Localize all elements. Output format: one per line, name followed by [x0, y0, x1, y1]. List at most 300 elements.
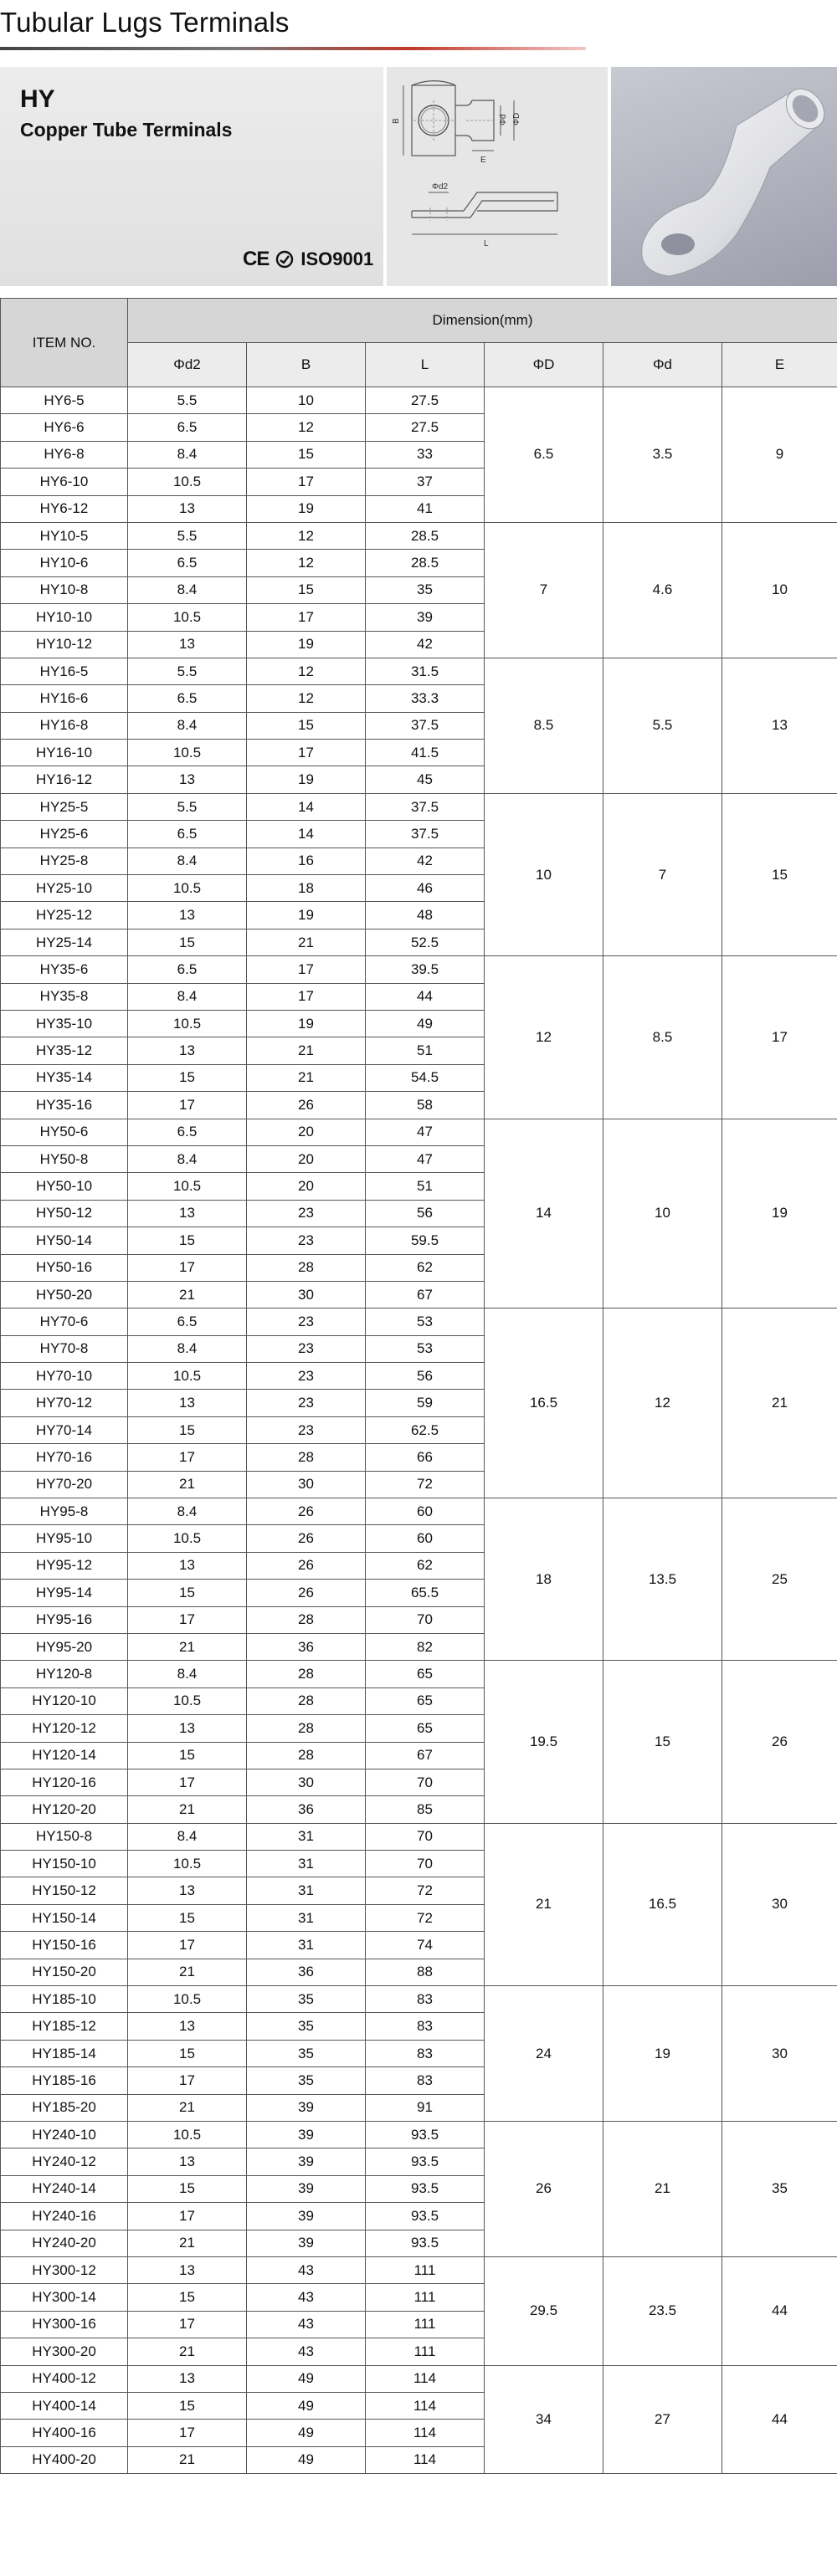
- phi-d2-cell: 10.5: [128, 1687, 247, 1714]
- l-cell: 42: [366, 631, 485, 658]
- l-cell: 33.3: [366, 685, 485, 712]
- phi-d-cell: 27: [603, 2365, 722, 2474]
- l-cell: 35: [366, 576, 485, 603]
- item-no-cell: HY25-8: [1, 848, 128, 874]
- phi-d2-cell: 17: [128, 1769, 247, 1795]
- phi-d2-cell: 17: [128, 2067, 247, 2094]
- b-cell: 28: [247, 1742, 366, 1769]
- l-cell: 60: [366, 1525, 485, 1552]
- item-no-cell: HY150-12: [1, 1877, 128, 1904]
- phi-D-cell: 7: [485, 522, 603, 658]
- b-cell: 35: [247, 2013, 366, 2040]
- phi-d2-cell: 13: [128, 1715, 247, 1742]
- phi-d2-cell: 6.5: [128, 821, 247, 848]
- phi-d2-cell: 6.5: [128, 956, 247, 983]
- phi-D-cell: 21: [485, 1823, 603, 1985]
- l-cell: 51: [366, 1037, 485, 1064]
- phi-D-cell: 19.5: [485, 1661, 603, 1823]
- phi-d2-cell: 21: [128, 2446, 247, 2473]
- table-row: [1, 1308, 837, 1335]
- table-row: [1, 793, 837, 820]
- item-no-header: ITEM NO.: [1, 299, 128, 387]
- l-cell: 37.5: [366, 712, 485, 739]
- item-no-cell: HY400-14: [1, 2392, 128, 2419]
- phi-d2-cell: 5.5: [128, 793, 247, 820]
- phi-d2-cell: 10.5: [128, 1173, 247, 1200]
- b-cell: 39: [247, 2175, 366, 2202]
- b-cell: 49: [247, 2365, 366, 2392]
- item-no-cell: HY120-20: [1, 1796, 128, 1823]
- item-no-cell: HY400-12: [1, 2365, 128, 2392]
- table-row: [1, 1986, 837, 2013]
- l-cell: 46: [366, 875, 485, 902]
- b-cell: 35: [247, 2067, 366, 2094]
- l-cell: 27.5: [366, 387, 485, 414]
- l-cell: 42: [366, 848, 485, 874]
- b-cell: 31: [247, 1932, 366, 1959]
- item-no-cell: HY240-10: [1, 2122, 128, 2148]
- dimension-table: [0, 298, 837, 2474]
- dim-label-b: B: [392, 118, 401, 124]
- b-cell: 43: [247, 2311, 366, 2338]
- e-cell: 44: [722, 2365, 837, 2474]
- item-no-cell: HY185-20: [1, 2094, 128, 2121]
- iso-seal-icon: [275, 250, 294, 269]
- l-cell: 67: [366, 1281, 485, 1308]
- item-no-cell: HY6-10: [1, 469, 128, 495]
- l-cell: 114: [366, 2365, 485, 2392]
- phi-d2-cell: 17: [128, 1092, 247, 1119]
- phi-D-cell: 34: [485, 2365, 603, 2474]
- phi-d2-cell: 17: [128, 1932, 247, 1959]
- phi-d2-cell: 21: [128, 2230, 247, 2256]
- item-no-cell: HY300-20: [1, 2338, 128, 2365]
- item-no-cell: HY400-20: [1, 2446, 128, 2473]
- l-cell: 52.5: [366, 929, 485, 955]
- l-cell: 65.5: [366, 1580, 485, 1606]
- item-no-cell: HY25-12: [1, 902, 128, 929]
- l-cell: 37.5: [366, 821, 485, 848]
- b-cell: 35: [247, 2040, 366, 2066]
- phi-d2-cell: 8.4: [128, 1335, 247, 1362]
- col-header-phi-d2: Φd2: [128, 343, 247, 387]
- item-no-cell: HY25-10: [1, 875, 128, 902]
- b-cell: 23: [247, 1200, 366, 1227]
- item-no-cell: HY35-12: [1, 1037, 128, 1064]
- phi-d-cell: 8.5: [603, 956, 722, 1119]
- e-cell: 30: [722, 1986, 837, 2122]
- b-cell: 43: [247, 2284, 366, 2311]
- b-cell: 39: [247, 2122, 366, 2148]
- phi-D-cell: 16.5: [485, 1308, 603, 1498]
- l-cell: 49: [366, 1010, 485, 1037]
- b-cell: 12: [247, 658, 366, 684]
- b-cell: 36: [247, 1959, 366, 1985]
- item-no-cell: HY16-12: [1, 766, 128, 793]
- l-cell: 82: [366, 1633, 485, 1660]
- b-cell: 18: [247, 875, 366, 902]
- b-cell: 31: [247, 1851, 366, 1877]
- phi-d2-cell: 6.5: [128, 1308, 247, 1335]
- b-cell: 15: [247, 441, 366, 468]
- l-cell: 111: [366, 2284, 485, 2311]
- e-cell: 21: [722, 1308, 837, 1498]
- item-no-cell: HY95-20: [1, 1633, 128, 1660]
- item-no-cell: HY50-12: [1, 1200, 128, 1227]
- l-cell: 28.5: [366, 550, 485, 576]
- item-no-cell: HY150-20: [1, 1959, 128, 1985]
- item-no-cell: HY120-10: [1, 1687, 128, 1714]
- b-cell: 26: [247, 1092, 366, 1119]
- phi-d2-cell: 10.5: [128, 469, 247, 495]
- phi-d2-cell: 8.4: [128, 1145, 247, 1172]
- phi-D-cell: 14: [485, 1119, 603, 1308]
- item-no-cell: HY10-5: [1, 522, 128, 549]
- phi-d2-cell: 15: [128, 1904, 247, 1931]
- title-underline: [0, 47, 586, 50]
- b-cell: 14: [247, 793, 366, 820]
- item-no-cell: HY400-16: [1, 2420, 128, 2446]
- phi-d2-cell: 15: [128, 2392, 247, 2419]
- l-cell: 83: [366, 1986, 485, 2013]
- l-cell: 93.5: [366, 2148, 485, 2175]
- b-cell: 26: [247, 1498, 366, 1525]
- product-photo-panel: [611, 67, 837, 286]
- b-cell: 28: [247, 1606, 366, 1633]
- b-cell: 17: [247, 469, 366, 495]
- item-no-cell: HY16-6: [1, 685, 128, 712]
- phi-d2-cell: 13: [128, 2256, 247, 2283]
- b-cell: 21: [247, 929, 366, 955]
- b-cell: 39: [247, 2230, 366, 2256]
- l-cell: 59: [366, 1390, 485, 1416]
- phi-d2-cell: 13: [128, 2013, 247, 2040]
- l-cell: 72: [366, 1471, 485, 1498]
- item-no-cell: HY185-14: [1, 2040, 128, 2066]
- l-cell: 66: [366, 1444, 485, 1471]
- lug-dimension-diagram: [387, 67, 608, 286]
- b-cell: 23: [247, 1390, 366, 1416]
- phi-d2-cell: 17: [128, 2311, 247, 2338]
- phi-d2-cell: 13: [128, 766, 247, 793]
- phi-d2-cell: 13: [128, 2365, 247, 2392]
- b-cell: 12: [247, 685, 366, 712]
- l-cell: 70: [366, 1606, 485, 1633]
- l-cell: 54.5: [366, 1064, 485, 1091]
- phi-d2-cell: 15: [128, 1416, 247, 1443]
- table-row: [1, 1661, 837, 1687]
- col-header-l: L: [366, 343, 485, 387]
- phi-d2-cell: 6.5: [128, 550, 247, 576]
- phi-d2-cell: 10.5: [128, 1986, 247, 2013]
- dimension-header: Dimension(mm): [128, 299, 837, 343]
- dim-label-e: E: [480, 156, 486, 165]
- phi-d2-cell: 21: [128, 1633, 247, 1660]
- l-cell: 28.5: [366, 522, 485, 549]
- b-cell: 28: [247, 1444, 366, 1471]
- l-cell: 91: [366, 2094, 485, 2121]
- table-row: [1, 1498, 837, 1525]
- l-cell: 45: [366, 766, 485, 793]
- item-no-cell: HY70-20: [1, 1471, 128, 1498]
- phi-d2-cell: 5.5: [128, 658, 247, 684]
- item-no-cell: HY300-14: [1, 2284, 128, 2311]
- col-header-phi-D: ΦD: [485, 343, 603, 387]
- b-cell: 17: [247, 604, 366, 631]
- phi-d2-cell: 6.5: [128, 1119, 247, 1145]
- phi-d2-cell: 21: [128, 1281, 247, 1308]
- l-cell: 72: [366, 1904, 485, 1931]
- l-cell: 67: [366, 1742, 485, 1769]
- l-cell: 53: [366, 1308, 485, 1335]
- phi-d2-cell: 5.5: [128, 387, 247, 414]
- l-cell: 114: [366, 2446, 485, 2473]
- item-no-cell: HY10-6: [1, 550, 128, 576]
- l-cell: 93.5: [366, 2122, 485, 2148]
- phi-D-cell: 10: [485, 793, 603, 955]
- b-cell: 23: [247, 1335, 366, 1362]
- phi-d2-cell: 10.5: [128, 1525, 247, 1552]
- product-code: HY: [20, 85, 55, 113]
- item-no-cell: HY185-12: [1, 2013, 128, 2040]
- copper-lug-photo: [611, 67, 837, 286]
- item-no-cell: HY70-14: [1, 1416, 128, 1443]
- l-cell: 83: [366, 2040, 485, 2066]
- dimension-diagram-panel: [387, 67, 608, 286]
- phi-d2-cell: 21: [128, 1471, 247, 1498]
- item-no-cell: HY6-5: [1, 387, 128, 414]
- item-no-cell: HY120-14: [1, 1742, 128, 1769]
- b-cell: 19: [247, 902, 366, 929]
- phi-d-cell: 5.5: [603, 658, 722, 793]
- l-cell: 62: [366, 1552, 485, 1579]
- dim-label-phi-d: Φd: [499, 114, 508, 125]
- l-cell: 65: [366, 1661, 485, 1687]
- phi-d2-cell: 21: [128, 2338, 247, 2365]
- b-cell: 26: [247, 1525, 366, 1552]
- phi-d-cell: 16.5: [603, 1823, 722, 1985]
- col-header-phi-d: Φd: [603, 343, 722, 387]
- phi-d2-cell: 8.4: [128, 848, 247, 874]
- item-no-cell: HY10-8: [1, 576, 128, 603]
- b-cell: 43: [247, 2338, 366, 2365]
- phi-d2-cell: 13: [128, 1877, 247, 1904]
- b-cell: 39: [247, 2094, 366, 2121]
- l-cell: 27.5: [366, 414, 485, 441]
- phi-d2-cell: 6.5: [128, 685, 247, 712]
- item-no-cell: HY95-12: [1, 1552, 128, 1579]
- l-cell: 70: [366, 1823, 485, 1850]
- b-cell: 23: [247, 1308, 366, 1335]
- b-cell: 31: [247, 1904, 366, 1931]
- col-header-b: B: [247, 343, 366, 387]
- b-cell: 43: [247, 2256, 366, 2283]
- l-cell: 88: [366, 1959, 485, 1985]
- phi-D-cell: 18: [485, 1498, 603, 1661]
- item-no-cell: HY6-6: [1, 414, 128, 441]
- b-cell: 15: [247, 712, 366, 739]
- l-cell: 111: [366, 2256, 485, 2283]
- item-no-cell: HY16-8: [1, 712, 128, 739]
- dim-label-l: L: [484, 239, 489, 248]
- l-cell: 83: [366, 2013, 485, 2040]
- phi-D-cell: 24: [485, 1986, 603, 2122]
- phi-d2-cell: 15: [128, 2284, 247, 2311]
- phi-d2-cell: 21: [128, 1796, 247, 1823]
- b-cell: 39: [247, 2203, 366, 2230]
- l-cell: 111: [366, 2311, 485, 2338]
- b-cell: 12: [247, 522, 366, 549]
- item-no-cell: HY25-6: [1, 821, 128, 848]
- phi-d2-cell: 10.5: [128, 740, 247, 766]
- b-cell: 20: [247, 1173, 366, 1200]
- l-cell: 85: [366, 1796, 485, 1823]
- phi-d-cell: 3.5: [603, 387, 722, 523]
- l-cell: 48: [366, 902, 485, 929]
- l-cell: 41.5: [366, 740, 485, 766]
- phi-d-cell: 23.5: [603, 2256, 722, 2365]
- phi-d2-cell: 17: [128, 2203, 247, 2230]
- item-no-cell: HY70-16: [1, 1444, 128, 1471]
- e-cell: 17: [722, 956, 837, 1119]
- item-no-cell: HY240-14: [1, 2175, 128, 2202]
- phi-d2-cell: 21: [128, 2094, 247, 2121]
- b-cell: 16: [247, 848, 366, 874]
- l-cell: 53: [366, 1335, 485, 1362]
- phi-d-cell: 12: [603, 1308, 722, 1498]
- table-row: [1, 2122, 837, 2148]
- l-cell: 37.5: [366, 793, 485, 820]
- phi-d2-cell: 10.5: [128, 2122, 247, 2148]
- b-cell: 12: [247, 550, 366, 576]
- product-name: Copper Tube Terminals: [20, 119, 233, 141]
- l-cell: 111: [366, 2338, 485, 2365]
- b-cell: 17: [247, 983, 366, 1010]
- item-no-cell: HY25-14: [1, 929, 128, 955]
- col-header-e: E: [722, 343, 837, 387]
- table-row: [1, 956, 837, 983]
- table-row: [1, 522, 837, 549]
- b-cell: 28: [247, 1687, 366, 1714]
- b-cell: 31: [247, 1823, 366, 1850]
- phi-d2-cell: 8.4: [128, 1661, 247, 1687]
- phi-d-cell: 15: [603, 1661, 722, 1823]
- phi-d2-cell: 6.5: [128, 414, 247, 441]
- phi-d2-cell: 15: [128, 2175, 247, 2202]
- item-no-cell: HY6-12: [1, 495, 128, 522]
- l-cell: 62.5: [366, 1416, 485, 1443]
- item-no-cell: HY50-14: [1, 1227, 128, 1254]
- b-cell: 35: [247, 1986, 366, 2013]
- phi-d2-cell: 15: [128, 1227, 247, 1254]
- e-cell: 15: [722, 793, 837, 955]
- l-cell: 31.5: [366, 658, 485, 684]
- b-cell: 10: [247, 387, 366, 414]
- item-no-cell: HY35-6: [1, 956, 128, 983]
- phi-d-cell: 19: [603, 1986, 722, 2122]
- item-no-cell: HY70-10: [1, 1363, 128, 1390]
- l-cell: 39.5: [366, 956, 485, 983]
- l-cell: 72: [366, 1877, 485, 1904]
- e-cell: 25: [722, 1498, 837, 1661]
- e-cell: 26: [722, 1661, 837, 1823]
- b-cell: 20: [247, 1119, 366, 1145]
- phi-d2-cell: 5.5: [128, 522, 247, 549]
- phi-d-cell: 7: [603, 793, 722, 955]
- l-cell: 56: [366, 1363, 485, 1390]
- b-cell: 19: [247, 631, 366, 658]
- item-no-cell: HY16-10: [1, 740, 128, 766]
- l-cell: 70: [366, 1851, 485, 1877]
- b-cell: 49: [247, 2392, 366, 2419]
- phi-d2-cell: 13: [128, 1552, 247, 1579]
- b-cell: 21: [247, 1064, 366, 1091]
- item-no-cell: HY95-10: [1, 1525, 128, 1552]
- iso-label: ISO9001: [300, 248, 374, 269]
- table-row: [1, 2256, 837, 2283]
- l-cell: 39: [366, 604, 485, 631]
- ce-mark: CE: [243, 248, 270, 270]
- phi-d2-cell: 8.4: [128, 983, 247, 1010]
- l-cell: 56: [366, 1200, 485, 1227]
- item-no-cell: HY50-16: [1, 1254, 128, 1281]
- item-no-cell: HY120-8: [1, 1661, 128, 1687]
- l-cell: 83: [366, 2067, 485, 2094]
- b-cell: 30: [247, 1471, 366, 1498]
- item-no-cell: HY25-5: [1, 793, 128, 820]
- item-no-cell: HY240-16: [1, 2203, 128, 2230]
- table-row: [1, 1823, 837, 1850]
- item-no-cell: HY240-12: [1, 2148, 128, 2175]
- phi-d2-cell: 8.4: [128, 576, 247, 603]
- phi-d2-cell: 17: [128, 2420, 247, 2446]
- phi-d2-cell: 10.5: [128, 1010, 247, 1037]
- l-cell: 41: [366, 495, 485, 522]
- l-cell: 114: [366, 2420, 485, 2446]
- item-no-cell: HY6-8: [1, 441, 128, 468]
- b-cell: 28: [247, 1661, 366, 1687]
- item-no-cell: HY35-16: [1, 1092, 128, 1119]
- item-no-cell: HY70-8: [1, 1335, 128, 1362]
- item-no-cell: HY150-10: [1, 1851, 128, 1877]
- l-cell: 44: [366, 983, 485, 1010]
- item-no-cell: HY120-16: [1, 1769, 128, 1795]
- phi-d2-cell: 15: [128, 1742, 247, 1769]
- item-no-cell: HY95-16: [1, 1606, 128, 1633]
- item-no-cell: HY50-8: [1, 1145, 128, 1172]
- phi-d2-cell: 15: [128, 1580, 247, 1606]
- l-cell: 65: [366, 1715, 485, 1742]
- item-no-cell: HY50-20: [1, 1281, 128, 1308]
- l-cell: 62: [366, 1254, 485, 1281]
- phi-D-cell: 29.5: [485, 2256, 603, 2365]
- b-cell: 26: [247, 1580, 366, 1606]
- item-no-cell: HY50-10: [1, 1173, 128, 1200]
- phi-d2-cell: 13: [128, 1390, 247, 1416]
- l-cell: 37: [366, 469, 485, 495]
- b-cell: 49: [247, 2446, 366, 2473]
- l-cell: 58: [366, 1092, 485, 1119]
- phi-d2-cell: 8.4: [128, 712, 247, 739]
- item-no-cell: HY150-8: [1, 1823, 128, 1850]
- table-row: [1, 387, 837, 414]
- item-no-cell: HY150-16: [1, 1932, 128, 1959]
- b-cell: 30: [247, 1281, 366, 1308]
- phi-D-cell: 26: [485, 2122, 603, 2257]
- phi-d2-cell: 17: [128, 1254, 247, 1281]
- item-no-cell: HY35-8: [1, 983, 128, 1010]
- l-cell: 51: [366, 1173, 485, 1200]
